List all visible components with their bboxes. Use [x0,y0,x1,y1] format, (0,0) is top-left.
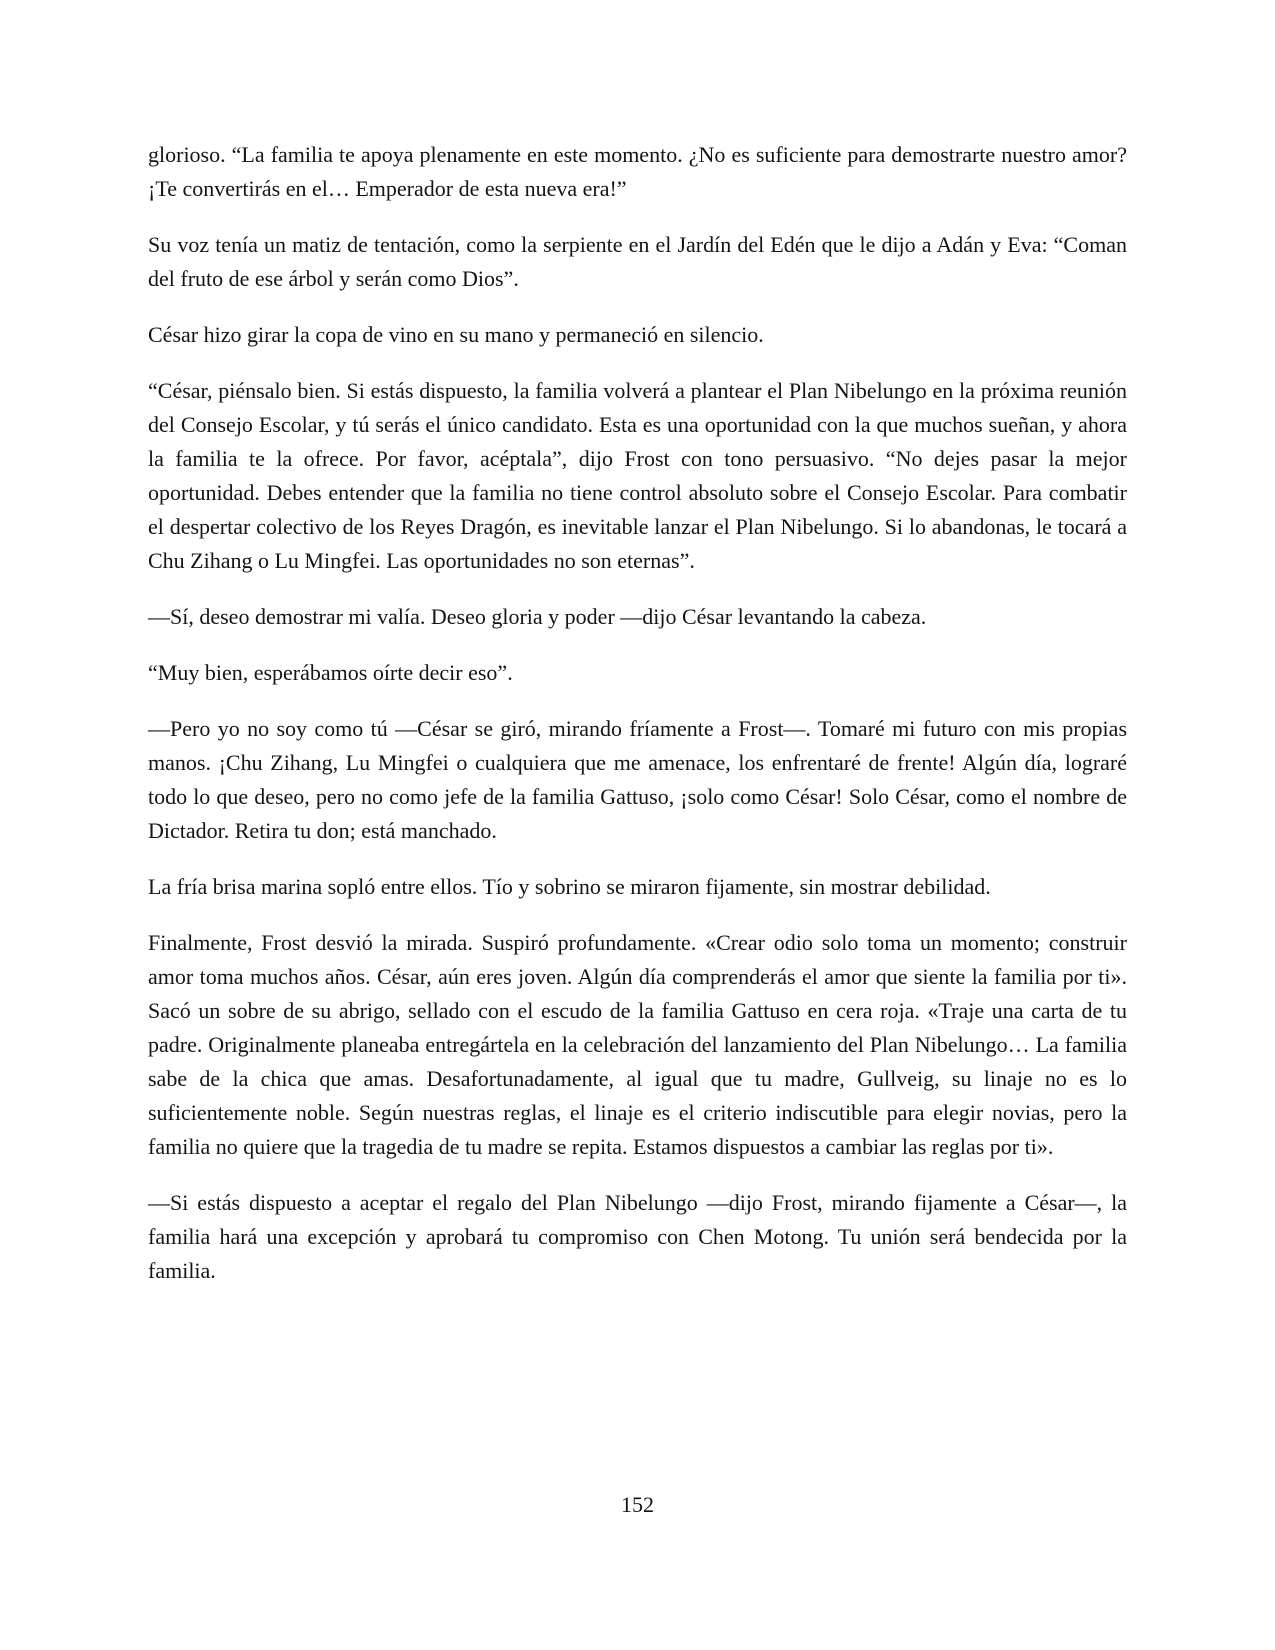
paragraph: glorioso. “La familia te apoya plenamente en este momento. ¿No es suficiente para demostrarte nuestro amor? ¡Te convertirás en el… Emperador de esta nueva era!” [148,142,1127,201]
paragraph: Su voz tenía un matiz de tentación, como la serpiente en el Jardín del Edén que le dijo a Adán y Eva: “Coman del fruto de ese árbol y serán como Dios”. [148,232,1127,291]
paragraph: “César, piénsalo bien. Si estás dispuesto, la familia volverá a plantear el Plan Nibelungo en la próxima reunión del Consejo Escolar, y tú serás el único candidato. Esta es una oportunidad con la que muchos sueñan, y ahora la familia te la ofrece. Por favor, acéptala”, dijo Frost con tono persuasivo. “No dejes pasar la mejor oportunidad. Debes entender que la familia no tiene control absoluto sobre el Consejo Escolar. Para combatir el despertar colectivo de los Reyes Dragón, es inevitable lanzar el Plan Nibelungo. Si lo abandonas, le tocará a Chu Zihang o Lu Mingfei. Las oportunidades no son eternas”. [148,378,1127,573]
paragraph: César hizo girar la copa de vino en su mano y permaneció en silencio. [148,322,764,347]
paragraph: —Sí, deseo demostrar mi valía. Deseo gloria y poder —dijo César levantando la cabeza. [148,604,927,629]
paragraph: —Si estás dispuesto a aceptar el regalo del Plan Nibelungo —dijo Frost, mirando fijamente a César—, la familia hará una excepción y aprobará tu compromiso con Chen Motong. Tu unión será bendecida por la familia. [148,1190,1127,1283]
paragraph: La fría brisa marina sopló entre ellos. Tío y sobrino se miraron fijamente, sin mostrar debilidad. [148,874,991,899]
page-body-text [148,138,1127,1288]
paragraph: Finalmente, Frost desvió la mirada. Suspiró profundamente. «Crear odio solo toma un momento; construir amor toma muchos años. César, aún eres joven. Algún día comprenderás el amor que siente la familia por ti». Sacó un sobre de su abrigo, sellado con el escudo de la familia Gattuso en cera roja. «Traje una carta de tu padre. Originalmente planeaba entregártela en la celebración del lanzamiento del Plan Nibelungo… La familia sabe de la chica que amas. Desafortunadamente, al igual que tu madre, Gullveig, su linaje no es lo suficientemente noble. Según nuestras reglas, el linaje es el criterio indiscutible para elegir novias, pero la familia no quiere que la tragedia de tu madre se repita. Estamos dispuestos a cambiar las reglas por ti». [148,930,1127,1159]
paragraph: —Pero yo no soy como tú —César se giró, mirando fríamente a Frost—. Tomaré mi futuro con mis propias manos. ¡Chu Zihang, Lu Mingfei o cualquiera que me amenace, los enfrentaré de frente! Algún día, lograré todo lo que deseo, pero no como jefe de la familia Gattuso, ¡solo como César! Solo César, como el nombre de Dictador. Retira tu don; está manchado. [148,716,1127,843]
page-number: 152 [621,1492,654,1517]
paragraph: “Muy bien, esperábamos oírte decir eso”. [148,660,513,685]
